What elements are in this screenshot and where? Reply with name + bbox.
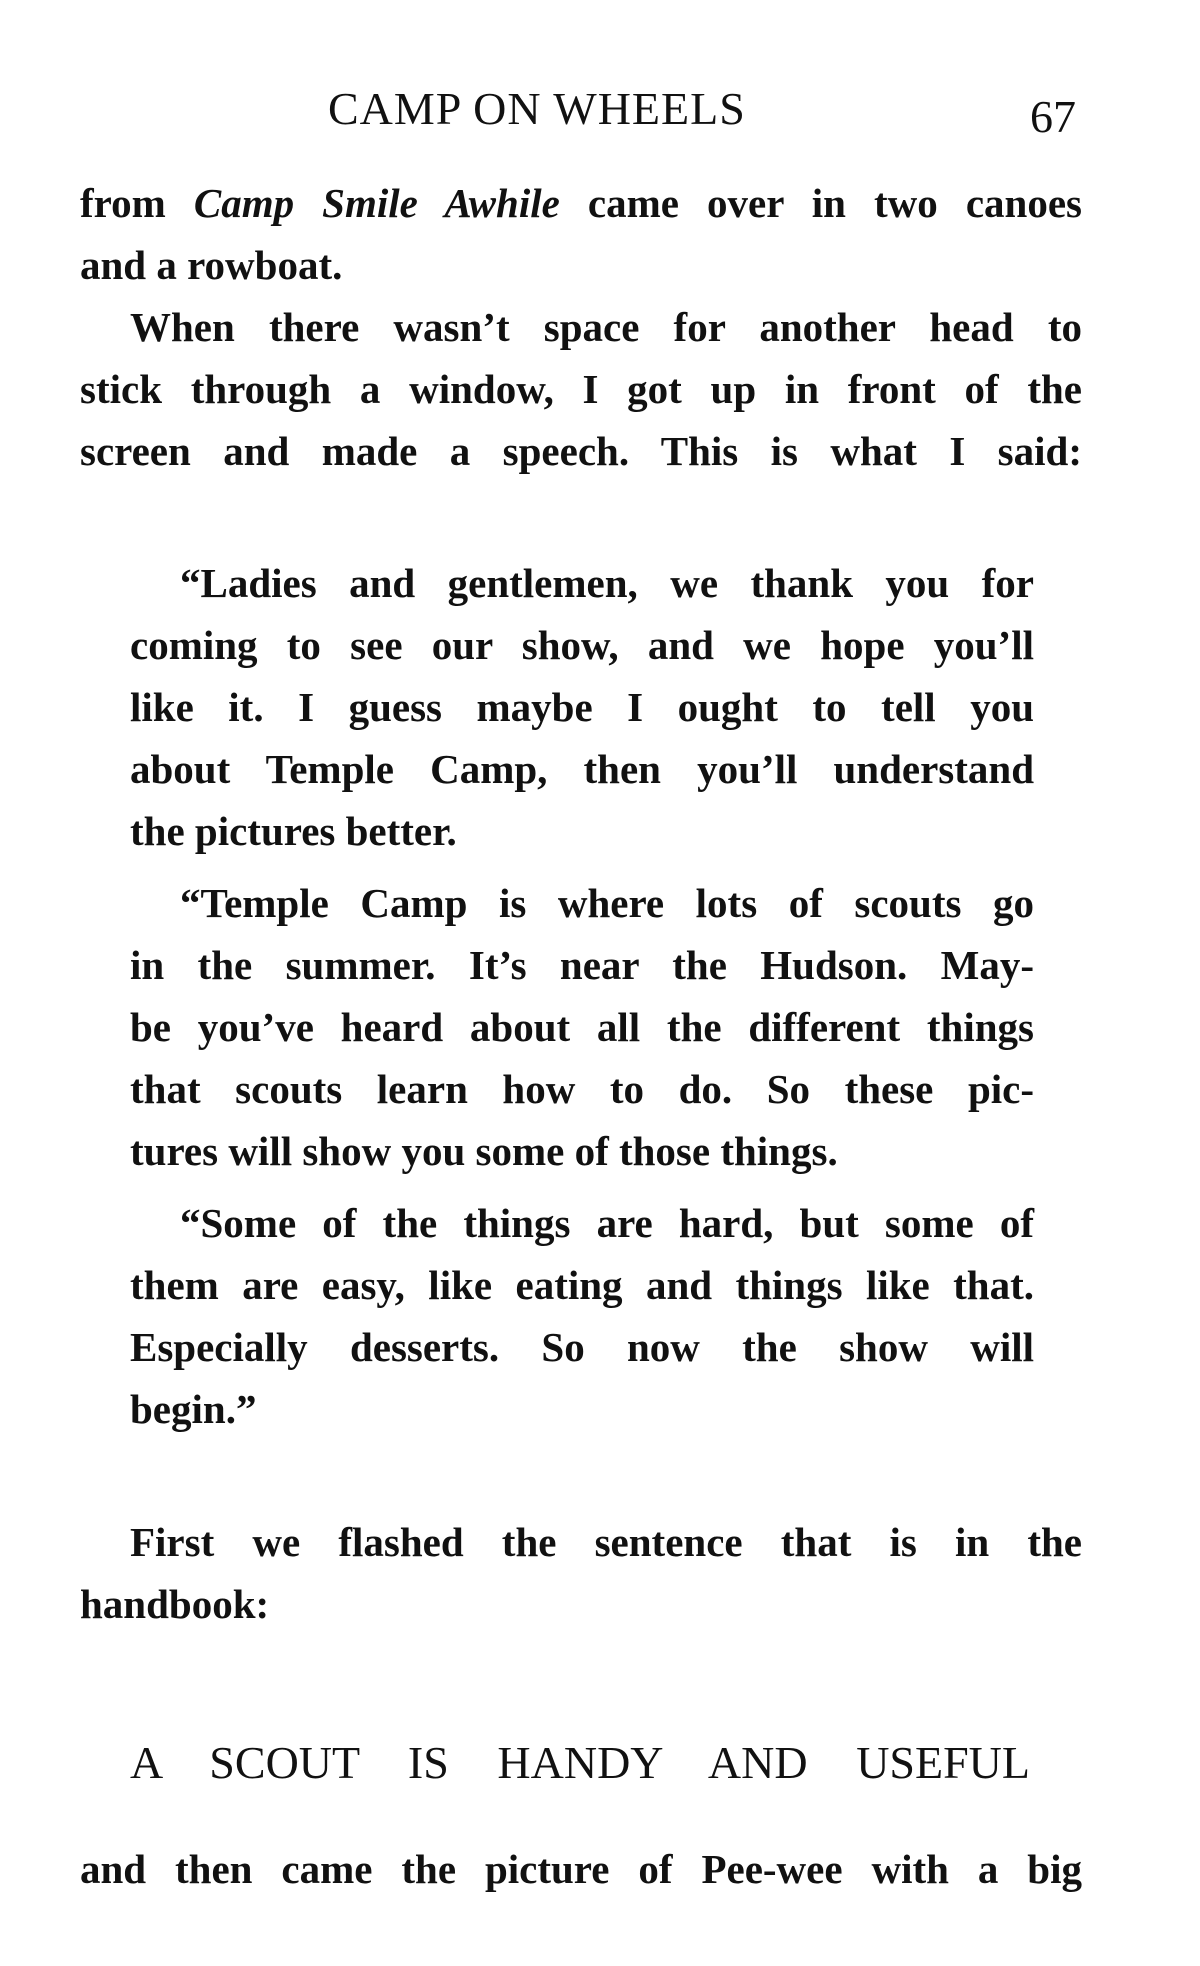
speech-1-line-1: “Ladies and gentlemen, we thank you for — [180, 560, 1034, 606]
scout-motto: A SCOUT IS HANDY AND USEFUL — [130, 1737, 1030, 1788]
paragraph-1-line-2: and a rowboat. — [80, 242, 343, 288]
speech-3-line-1: “Some of the things are hard, but some of — [180, 1200, 1034, 1246]
page-number: 67 — [1030, 91, 1076, 142]
paragraph-2-line-1: When there wasn’t space for another head to — [130, 304, 1082, 350]
speech-1-line-4: about Temple Camp, then you’ll understand — [130, 746, 1034, 792]
speech-3-line-2: them are easy, like eating and things like that. — [130, 1262, 1034, 1308]
text-run: came over in two canoes — [559, 180, 1083, 226]
speech-2-line-5: tures will show you some of those things. — [130, 1128, 838, 1174]
paragraph-2-line-3: screen and made a speech. This is what I said: — [80, 428, 1082, 474]
camp-name-italic: Camp Smile Awhile — [193, 180, 560, 226]
paragraph-3-line-1: First we flashed the sentence that is in the — [130, 1519, 1082, 1565]
paragraph-2-line-2: stick through a window, I got up in front of the — [80, 366, 1082, 412]
speech-2-line-1: “Temple Camp is where lots of scouts go — [180, 880, 1034, 926]
speech-1-line-5: the pictures better. — [130, 808, 457, 854]
running-header-title: CAMP ON WHEELS — [328, 83, 746, 134]
speech-2-line-2: in the summer. It’s near the Hudson. May- — [130, 942, 1034, 988]
paragraph-4-line-1: and then came the picture of Pee-wee with a big — [80, 1846, 1082, 1892]
speech-3-line-3: Especially desserts. So now the show will — [130, 1324, 1034, 1370]
paragraph-3-line-2: handbook: — [80, 1581, 270, 1627]
speech-1-line-2: coming to see our show, and we hope you’ll — [130, 622, 1034, 668]
paragraph-1-line-1 — [80, 176, 1082, 230]
text-run: from — [80, 180, 194, 226]
speech-1-line-3: like it. I guess maybe I ought to tell you — [130, 684, 1034, 730]
speech-2-line-4: that scouts learn how to do. So these pic- — [130, 1066, 1034, 1112]
speech-2-line-3: be you’ve heard about all the different things — [130, 1004, 1034, 1050]
speech-3-line-4: begin.” — [130, 1386, 257, 1432]
